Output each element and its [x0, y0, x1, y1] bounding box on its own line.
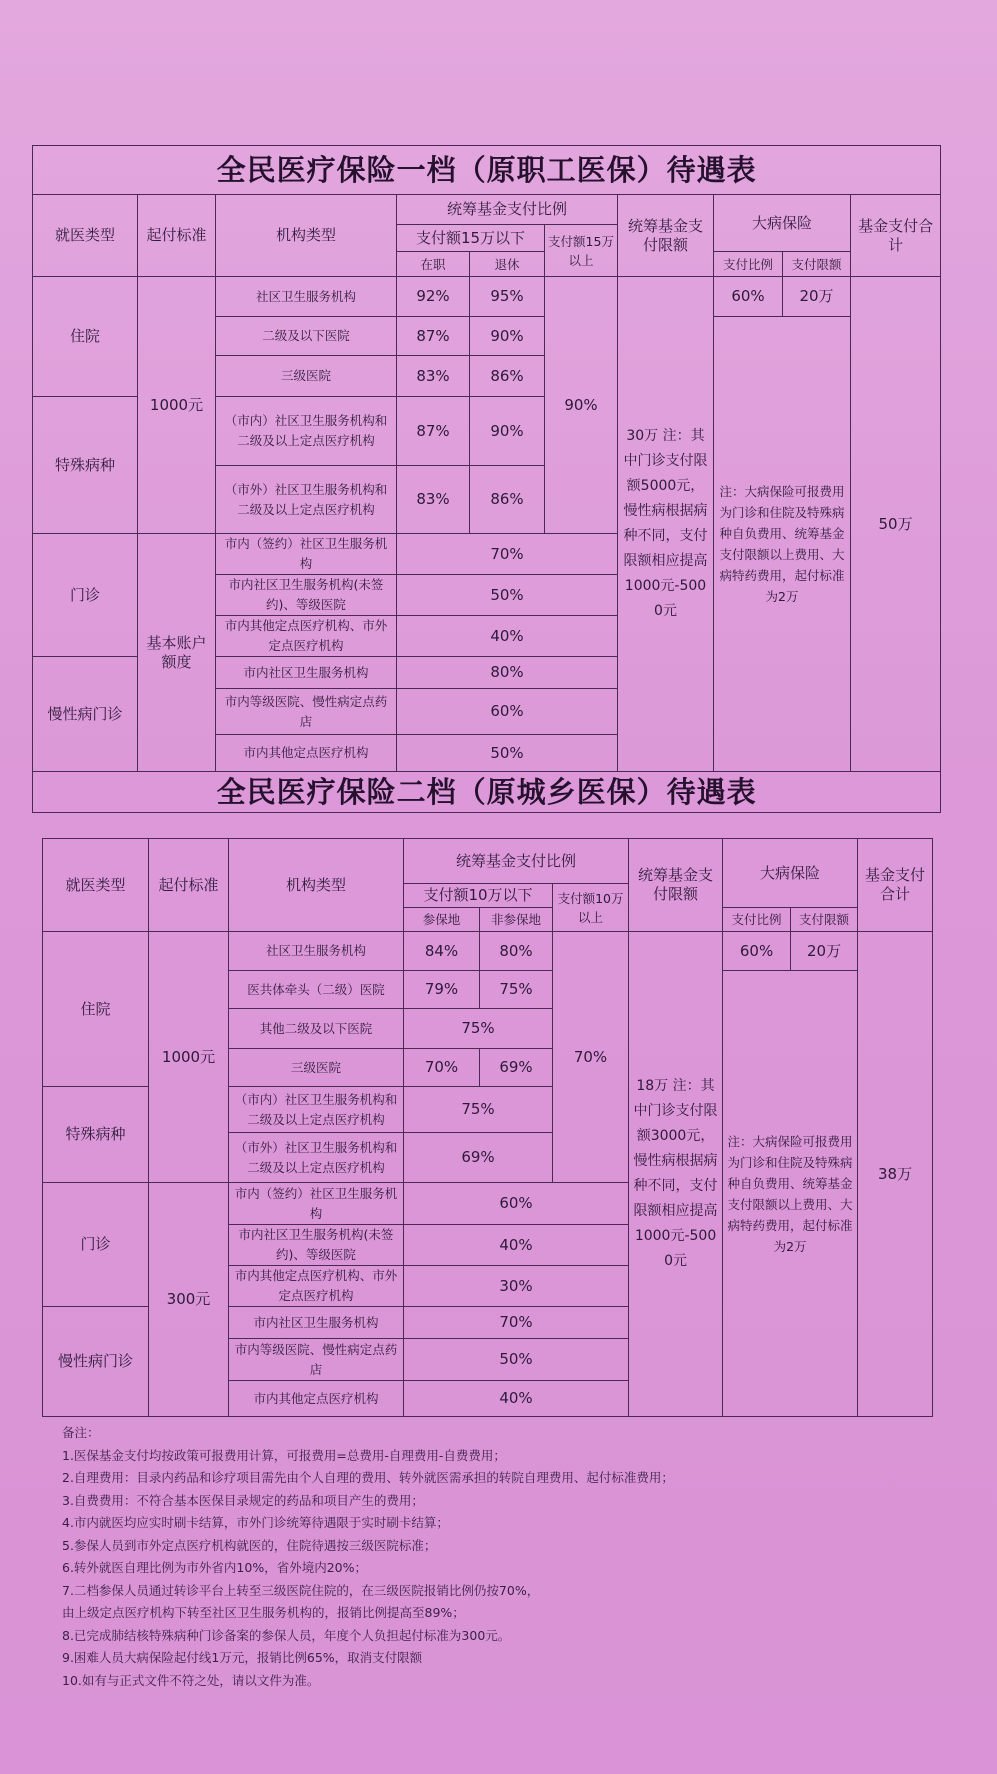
- ratio-above-limit: 70%: [553, 932, 629, 1183]
- remark-line: 10.如有与正式文件不符之处，请以文件为准。: [62, 1672, 320, 1688]
- institution-cell: 市内等级医院、慢性病定点药店: [229, 1339, 404, 1381]
- remark-line: 5.参保人员到市外定点医疗机构就医的，住院待遇按三级医院标准；: [62, 1537, 437, 1553]
- ratio-cell: 86%: [470, 466, 545, 534]
- header-institution: 机构类型: [229, 839, 404, 932]
- ratio-cell: 70%: [397, 534, 618, 575]
- header-insured-place: 参保地: [404, 908, 480, 932]
- header-fund-ratio: 统筹基金支付比例: [404, 839, 629, 884]
- institution-cell: （市外）社区卫生服务机构和二级及以上定点医疗机构: [216, 466, 397, 534]
- serious-illness-note: 注：大病保险可报费用为门诊和住院及特殊病种自负费用、统筹基金支付限额以上费用、大病特药费用，起付标准为2万: [723, 971, 858, 1417]
- remark-line: 3.自费费用：不符合基本医保目录规定的药品和项目产生的费用；: [62, 1492, 424, 1508]
- table-tier-one: [32, 145, 941, 813]
- ratio-cell: 92%: [397, 277, 470, 317]
- remark-line: 9.困难人员大病保险起付线1万元，报销比例65%，取消支付限额: [62, 1650, 423, 1665]
- header-serious-illness: 大病保险: [714, 195, 851, 252]
- institution-cell: 市内社区卫生服务机构(未签约)、等级医院: [229, 1225, 404, 1266]
- header-serious-ratio: 支付比例: [723, 908, 791, 932]
- institution-cell: 市内其他定点医疗机构、市外定点医疗机构: [229, 1266, 404, 1307]
- ratio-cell: 40%: [404, 1381, 629, 1417]
- header-retired: 退休: [470, 252, 545, 277]
- category-inpatient: 住院: [43, 932, 149, 1087]
- institution-cell: 二级及以下医院: [216, 317, 397, 356]
- ratio-cell: 50%: [404, 1339, 629, 1381]
- ratio-cell: 50%: [397, 575, 618, 616]
- header-non-insured-place: 非参保地: [480, 908, 553, 932]
- header-institution: 机构类型: [216, 195, 397, 277]
- category-outpatient: 门诊: [43, 1183, 149, 1307]
- fund-limit-note: 18万 注：其中门诊支付限额3000元，慢性病根据病种不同，支付限额相应提高1000元-5000元: [629, 932, 723, 1417]
- remark-line: 7.二档参保人员通过转诊平台上转至三级医院住院的，在三级医院报销比例仍按70%，: [62, 1582, 540, 1598]
- remark-line: 8.已完成肺结核特殊病种门诊备案的参保人员，年度个人负担起付标准为300元。: [62, 1627, 511, 1643]
- ratio-cell: 83%: [397, 356, 470, 397]
- header-serious-limit: 支付限额: [791, 908, 858, 932]
- institution-cell: 市内其他定点医疗机构: [229, 1381, 404, 1417]
- institution-cell: 市内等级医院、慢性病定点药店: [216, 689, 397, 735]
- header-below-limit: 支付额10万以下: [404, 884, 553, 908]
- institution-cell: 市内社区卫生服务机构(未签约)、等级医院: [216, 575, 397, 616]
- ratio-cell: 60%: [404, 1183, 629, 1225]
- ratio-cell: 50%: [397, 735, 618, 772]
- ratio-cell: 69%: [404, 1133, 553, 1183]
- header-serious-illness: 大病保险: [723, 839, 858, 908]
- ratio-cell: 30%: [404, 1266, 629, 1307]
- serious-ratio-value: 60%: [714, 277, 783, 317]
- ratio-cell: 70%: [404, 1307, 629, 1339]
- table-tier-two: [42, 838, 933, 1417]
- ratio-cell: 75%: [480, 971, 553, 1009]
- ratio-cell: 60%: [397, 689, 618, 735]
- ratio-cell: 80%: [480, 932, 553, 971]
- institution-cell: 社区卫生服务机构: [229, 932, 404, 971]
- category-chronic-outpatient: 慢性病门诊: [43, 1307, 149, 1417]
- institution-cell: 医共体牵头（二级）医院: [229, 971, 404, 1009]
- ratio-cell: 70%: [404, 1049, 480, 1087]
- ratio-cell: 40%: [404, 1225, 629, 1266]
- header-fund-limit: 统筹基金支付限额: [618, 195, 714, 277]
- header-deductible: 起付标准: [149, 839, 229, 932]
- institution-cell: 市内（签约）社区卫生服务机构: [216, 534, 397, 575]
- serious-ratio-value: 60%: [723, 932, 791, 971]
- header-visit-type: 就医类型: [33, 195, 138, 277]
- institution-cell: （市外）社区卫生服务机构和二级及以上定点医疗机构: [229, 1133, 404, 1183]
- institution-cell: （市内）社区卫生服务机构和二级及以上定点医疗机构: [229, 1087, 404, 1133]
- header-fund-total: 基金支付合计: [851, 195, 941, 277]
- ratio-cell: 84%: [404, 932, 480, 971]
- table-title: 全民医疗保险二档（原城乡医保）待遇表: [33, 772, 941, 813]
- deductible-value: 1000元: [138, 277, 216, 534]
- institution-cell: 市内社区卫生服务机构: [229, 1307, 404, 1339]
- ratio-cell: 83%: [397, 466, 470, 534]
- header-employed: 在职: [397, 252, 470, 277]
- ratio-cell: 80%: [397, 657, 618, 689]
- deductible-value: 300元: [149, 1183, 229, 1417]
- fund-limit-note: 30万 注：其中门诊支付限额5000元，慢性病根据病种不同，支付限额相应提高1000元-5000元: [618, 277, 714, 772]
- ratio-cell: 69%: [480, 1049, 553, 1087]
- category-special-disease: 特殊病种: [33, 397, 138, 534]
- remarks-section: [62, 1422, 942, 1692]
- institution-cell: 市内其他定点医疗机构: [216, 735, 397, 772]
- fund-total-value: 38万: [858, 932, 933, 1417]
- header-fund-ratio: 统筹基金支付比例: [397, 195, 618, 225]
- ratio-cell: 75%: [404, 1009, 553, 1049]
- header-deductible: 起付标准: [138, 195, 216, 277]
- ratio-cell: 90%: [470, 397, 545, 466]
- category-special-disease: 特殊病种: [43, 1087, 149, 1183]
- deductible-value: 1000元: [149, 932, 229, 1183]
- table-title: 全民医疗保险一档（原职工医保）待遇表: [33, 146, 941, 195]
- header-above-limit: 支付额10万以上: [553, 884, 629, 932]
- remark-line: 6.转外就医自理比例为市外省内10%，省外境内20%；: [62, 1560, 367, 1575]
- header-visit-type: 就医类型: [43, 839, 149, 932]
- institution-cell: 三级医院: [229, 1049, 404, 1087]
- header-serious-ratio: 支付比例: [714, 252, 783, 277]
- serious-limit-value: 20万: [791, 932, 858, 971]
- header-above-limit: 支付额15万以上: [545, 225, 618, 277]
- remark-line: 4.市内就医均应实时刷卡结算，市外门诊统筹待遇限于实时刷卡结算；: [62, 1515, 449, 1530]
- ratio-cell: 87%: [397, 397, 470, 466]
- ratio-cell: 95%: [470, 277, 545, 317]
- deductible-value: 基本账户额度: [138, 534, 216, 772]
- ratio-above-limit: 90%: [545, 277, 618, 534]
- header-fund-total: 基金支付合计: [858, 839, 933, 932]
- header-below-limit: 支付额15万以下: [397, 225, 545, 252]
- serious-illness-note: 注：大病保险可报费用为门诊和住院及特殊病种自负费用、统筹基金支付限额以上费用、大病特药费用，起付标准为2万: [714, 317, 851, 772]
- serious-limit-value: 20万: [783, 277, 851, 317]
- category-inpatient: 住院: [33, 277, 138, 397]
- remark-line: 由上级定点医疗机构下转至社区卫生服务机构的，报销比例提高至89%；: [62, 1605, 465, 1620]
- category-chronic-outpatient: 慢性病门诊: [33, 657, 138, 772]
- institution-cell: （市内）社区卫生服务机构和二级及以上定点医疗机构: [216, 397, 397, 466]
- category-outpatient: 门诊: [33, 534, 138, 657]
- remarks-heading: 备注：: [62, 1425, 100, 1440]
- institution-cell: 其他二级及以下医院: [229, 1009, 404, 1049]
- institution-cell: 市内社区卫生服务机构: [216, 657, 397, 689]
- ratio-cell: 79%: [404, 971, 480, 1009]
- ratio-cell: 75%: [404, 1087, 553, 1133]
- ratio-cell: 87%: [397, 317, 470, 356]
- institution-cell: 市内（签约）社区卫生服务机构: [229, 1183, 404, 1225]
- remark-line: 2.自理费用：目录内药品和诊疗项目需先由个人自理的费用、转外就医需承担的转院自理费用、起付标准费用；: [62, 1470, 674, 1485]
- header-serious-limit: 支付限额: [783, 252, 851, 277]
- ratio-cell: 90%: [470, 317, 545, 356]
- header-fund-limit: 统筹基金支付限额: [629, 839, 723, 932]
- remark-line: 1.医保基金支付均按政策可报费用计算，可报费用=总费用-自理费用-自费费用；: [62, 1447, 506, 1463]
- fund-total-value: 50万: [851, 277, 941, 772]
- institution-cell: 市内其他定点医疗机构、市外定点医疗机构: [216, 616, 397, 657]
- institution-cell: 三级医院: [216, 356, 397, 397]
- ratio-cell: 86%: [470, 356, 545, 397]
- ratio-cell: 40%: [397, 616, 618, 657]
- institution-cell: 社区卫生服务机构: [216, 277, 397, 317]
